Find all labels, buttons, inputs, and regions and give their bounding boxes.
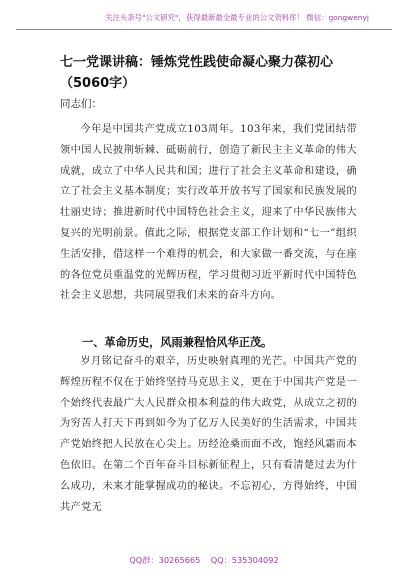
document-title: 七一党课讲稿：锤炼党性践使命凝心聚力葆初心（5060字） [60,55,334,91]
section-heading-1: 一、革命历史，风雨兼程恰风华正茂。 [82,336,273,349]
footer-contact: QQ群：30265665 QQ：535304092 [129,555,279,565]
header-banner: 关注头条号"公文研究"，获得最新最全最专业的公文资料库！ 微信：gongwenyj [105,13,369,22]
salutation: 同志们： [60,98,102,110]
header-divider [16,29,392,30]
body-paragraph-1: 今年是中国共产党成立103周年。103年来，我们党团结带领中国人民披荆斩棘、砥砺前行，创造了新民主主义革命的伟大成就，成立了中华人民共和国；进行了社会主义革命和建设，确立了社会主义基本制度；实行改革开放书写了国家和民族发展的壮丽史诗；推进新时代中国特色社会主义，迎来了中华民族伟大复兴的光明前景。值此之际，根据党支部工作计划和“七一”组织生活安排，借这样一个难得的机会，和大家做一番交流，与在座的各位党员重温党的光辉历程，学习贯彻习近平新时代中国特色社会主义思想，共同展望我们未来的奋斗方向。 [60,124,357,302]
body-paragraph-2: 岁月铭记奋斗的艰辛，历史映射真理的光芒。中国共产党的辉煌历程不仅在于始终坚持马克思主义，更在于中国共产党是一个始终代表最广大人民群众根本利益的伟大政党，从成立之初的为穷苦人打天下再到如今为了亿万人民美好的生活需求，中国共产党始终把人民放在心尖上。历经沧桑而面不改，饱经风霜而本色依旧。在第二个百年奋斗目标新征程上，只有看清楚过去为什么成功，未来才能掌握成功的秘诀。不忘初心，方得始终，中国共产党无 [60,356,357,513]
